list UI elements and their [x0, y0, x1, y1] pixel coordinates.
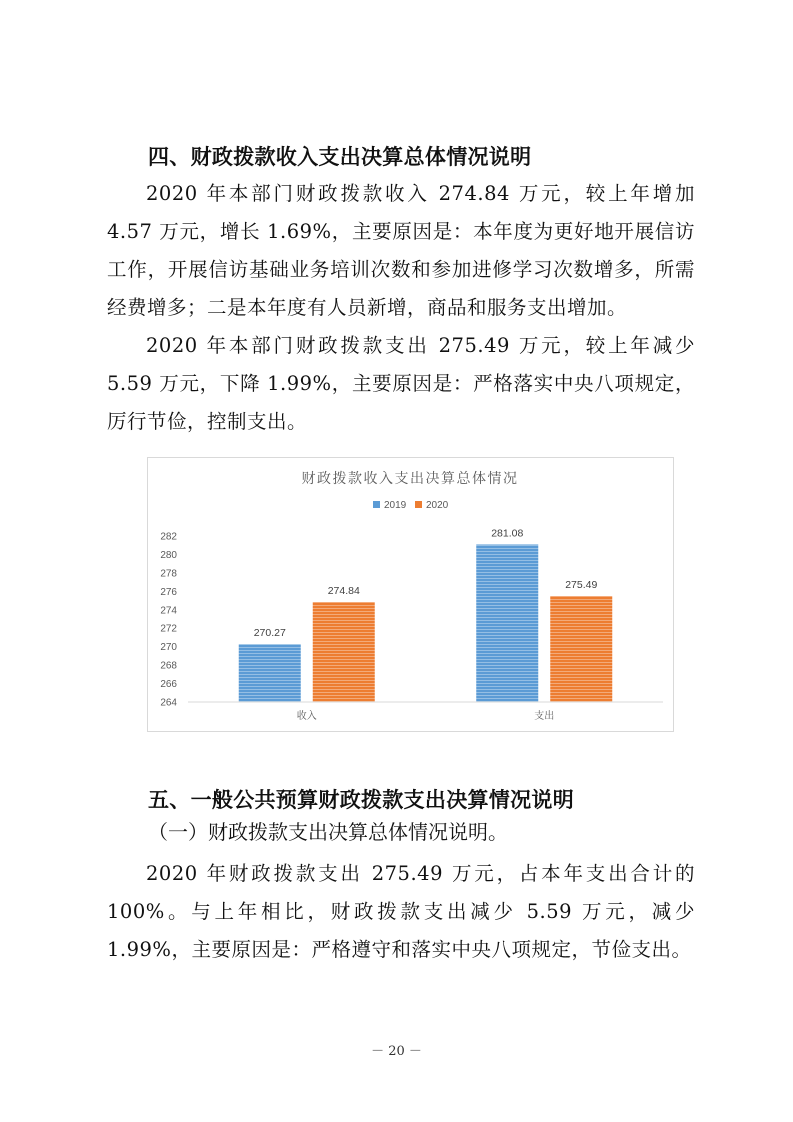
chart-canvas — [148, 458, 673, 731]
income-expenditure-chart — [147, 457, 674, 732]
section-4-heading: 四、财政拨款收入支出决算总体情况说明 — [148, 145, 532, 169]
y-tick-label: 264 — [160, 697, 177, 709]
section-4-paragraph-income: 2020 年本部门财政拨款收入 274.84 万元，较上年增加 4.57 万元，增长 1.69%，主要原因是：本年度为更好地开展信访工作，开展信访基础业务培训次数和参加进修学习次数增多，所需经费增多；二是本年度有人员新增，商品和服务支出增加。 — [107, 182, 695, 319]
bar-series — [239, 527, 613, 702]
y-tick-label: 268 — [160, 660, 177, 672]
y-tick-label: 266 — [160, 679, 177, 691]
legend-swatch-2020 — [415, 501, 422, 508]
bar-2019-0 — [239, 644, 301, 702]
y-tick-label: 282 — [160, 531, 177, 543]
chart-title: 财政拨款收入支出决算总体情况 — [301, 471, 519, 487]
y-tick-label: 278 — [160, 568, 177, 580]
bar-2020-0 — [313, 602, 375, 702]
section-4-paragraph-expenditure: 2020 年本部门财政拨款支出 275.49 万元，较上年减少 5.59 万元，下降 1.99%，主要原因是：严格落实中央八项规定，厉行节俭，控制支出。 — [107, 334, 695, 433]
x-category-label: 收入 — [296, 711, 317, 722]
y-tick-label: 270 — [160, 642, 177, 654]
y-tick-label: 280 — [160, 549, 177, 561]
legend-swatch-2019 — [373, 501, 380, 508]
legend-label-2020: 2020 — [426, 500, 449, 511]
bar-2019-1 — [476, 544, 538, 702]
section-5-subheading: （一）财政拨款支出决算总体情况说明。 — [148, 820, 508, 844]
y-tick-label: 274 — [160, 605, 177, 617]
x-category-label: 支出 — [534, 711, 555, 722]
x-axis-categories — [297, 709, 555, 722]
bar-value-label: 274.84 — [327, 585, 360, 598]
bar-value-label: 270.27 — [253, 627, 286, 640]
y-tick-label: 276 — [160, 586, 177, 598]
chart-legend — [373, 500, 449, 511]
bar-2020-1 — [550, 596, 612, 702]
section-5-paragraph: 2020 年财政拨款支出 275.49 万元，占本年支出合计的 100%。与上年相比，财政拨款支出减少 5.59 万元，减少 1.99%，主要原因是：严格遵守和落实中央八项规定，节俭支出。 — [107, 862, 695, 961]
page-number: － 20 － — [371, 1044, 422, 1059]
y-tick-label: 272 — [160, 623, 177, 635]
bar-value-label: 281.08 — [491, 527, 524, 540]
y-axis — [160, 532, 177, 709]
bar-value-label: 275.49 — [565, 579, 598, 592]
section-5-heading: 五、一般公共预算财政拨款支出决算情况说明 — [148, 788, 574, 812]
legend-label-2019: 2019 — [384, 500, 407, 511]
